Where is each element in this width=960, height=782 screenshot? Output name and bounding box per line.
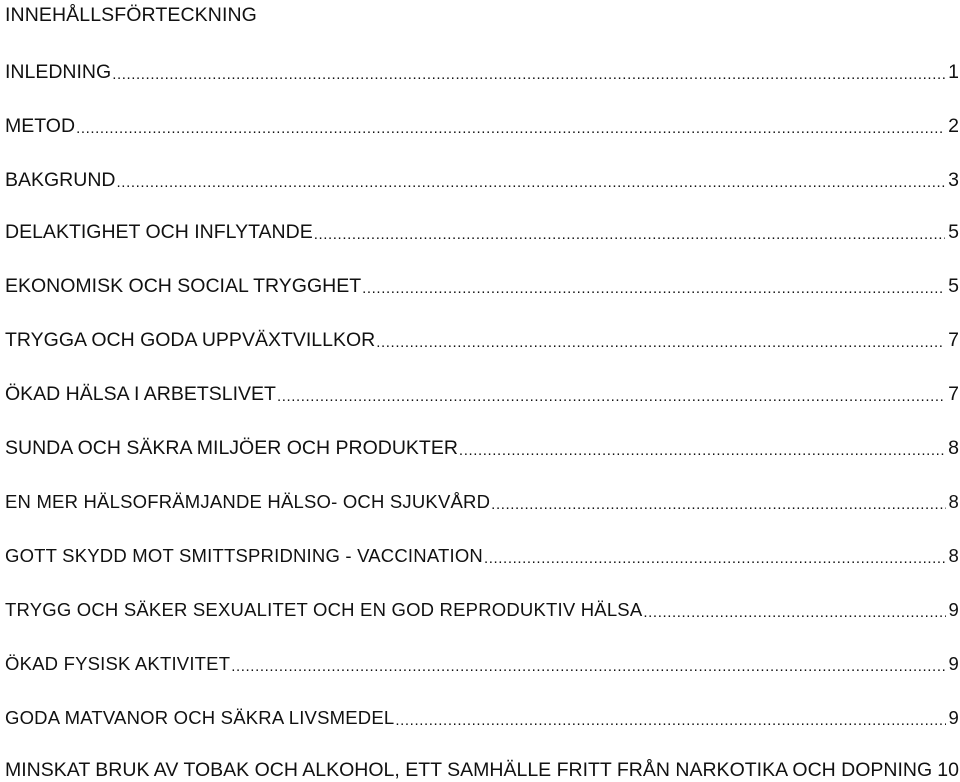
toc-entry-label: INLEDNING	[5, 61, 112, 83]
dot-leader	[459, 436, 945, 460]
dot-leader	[112, 60, 945, 84]
dot-leader	[277, 382, 945, 406]
toc-entry-page: 9	[948, 653, 959, 674]
toc-entry-label: MINSKAT BRUK AV TOBAK OCH ALKOHOL, ETT SAMHÄLLE FRITT FRÅN NARKOTIKA OCH DOPNING	[5, 759, 933, 781]
toc-entry-label: TRYGG OCH SÄKER SEXUALITET OCH EN GOD REPRODUKTIV HÄLSA	[5, 599, 643, 620]
toc-entry-miljoer[interactable]	[5, 434, 959, 460]
toc-entry-arbetslivet[interactable]	[5, 380, 959, 406]
dot-leader	[231, 652, 945, 676]
toc-entry-inledning[interactable]	[5, 58, 959, 84]
toc-entry-page: 5	[948, 275, 959, 297]
toc-entry-label: ÖKAD FYSISK AKTIVITET	[5, 653, 231, 674]
toc-entry-uppvaxtvillkor[interactable]	[5, 326, 959, 352]
toc-entry-matvanor[interactable]	[5, 704, 959, 730]
dot-leader	[314, 220, 945, 244]
dot-leader	[395, 706, 945, 730]
dot-leader	[76, 114, 945, 138]
toc-entry-page: 9	[948, 599, 959, 620]
toc-entry-label: DELAKTIGHET OCH INFLYTANDE	[5, 221, 313, 243]
toc-entry-page: 8	[948, 491, 959, 512]
dot-leader	[491, 490, 945, 514]
toc-entry-fysisk-aktivitet[interactable]	[5, 650, 959, 676]
toc-entry-page: 9	[948, 707, 959, 728]
toc-entry-label: METOD	[5, 115, 76, 137]
toc-entry-page: 2	[948, 115, 959, 137]
dot-leader	[933, 758, 934, 782]
dot-leader	[643, 598, 945, 622]
toc-entry-page: 8	[948, 545, 959, 566]
toc-entry-page: 7	[948, 383, 959, 405]
toc-entry-ekonomisk[interactable]	[5, 272, 959, 298]
toc-entry-sjukvard[interactable]	[5, 488, 959, 514]
toc-entry-smittspridning[interactable]	[5, 542, 959, 568]
toc-entry-label: GOTT SKYDD MOT SMITTSPRIDNING - VACCINATION	[5, 545, 483, 566]
toc-entry-label: BAKGRUND	[5, 169, 116, 191]
dot-leader	[484, 544, 946, 568]
toc-entry-sexualitet[interactable]	[5, 596, 959, 622]
toc-entry-label: GODA MATVANOR OCH SÄKRA LIVSMEDEL	[5, 707, 395, 728]
toc-entry-metod[interactable]	[5, 112, 959, 138]
toc-entry-label: EKONOMISK OCH SOCIAL TRYGGHET	[5, 275, 362, 297]
toc-title: INNEHÅLLSFÖRTECKNING	[5, 4, 257, 26]
toc-entry-page: 7	[948, 329, 959, 351]
dot-leader	[376, 328, 945, 352]
toc-entry-label: ÖKAD HÄLSA I ARBETSLIVET	[5, 383, 276, 405]
toc-entry-page: 5	[948, 221, 959, 243]
toc-entry-page: 1	[948, 61, 959, 83]
dot-leader	[362, 274, 945, 298]
dot-leader	[117, 168, 946, 192]
toc-entry-page: 10	[937, 759, 959, 781]
toc-entry-delaktighet[interactable]	[5, 218, 959, 244]
toc-entry-tobak-alkohol[interactable]	[5, 756, 959, 782]
toc-entry-page: 3	[948, 169, 959, 191]
toc-entry-label: TRYGGA OCH GODA UPPVÄXTVILLKOR	[5, 329, 376, 351]
toc-entry-label: SUNDA OCH SÄKRA MILJÖER OCH PRODUKTER	[5, 437, 458, 459]
toc-entry-bakgrund[interactable]	[5, 166, 959, 192]
toc-entry-page: 8	[948, 437, 959, 459]
toc-entry-label: EN MER HÄLSOFRÄMJANDE HÄLSO- OCH SJUKVÅRD	[5, 491, 491, 512]
